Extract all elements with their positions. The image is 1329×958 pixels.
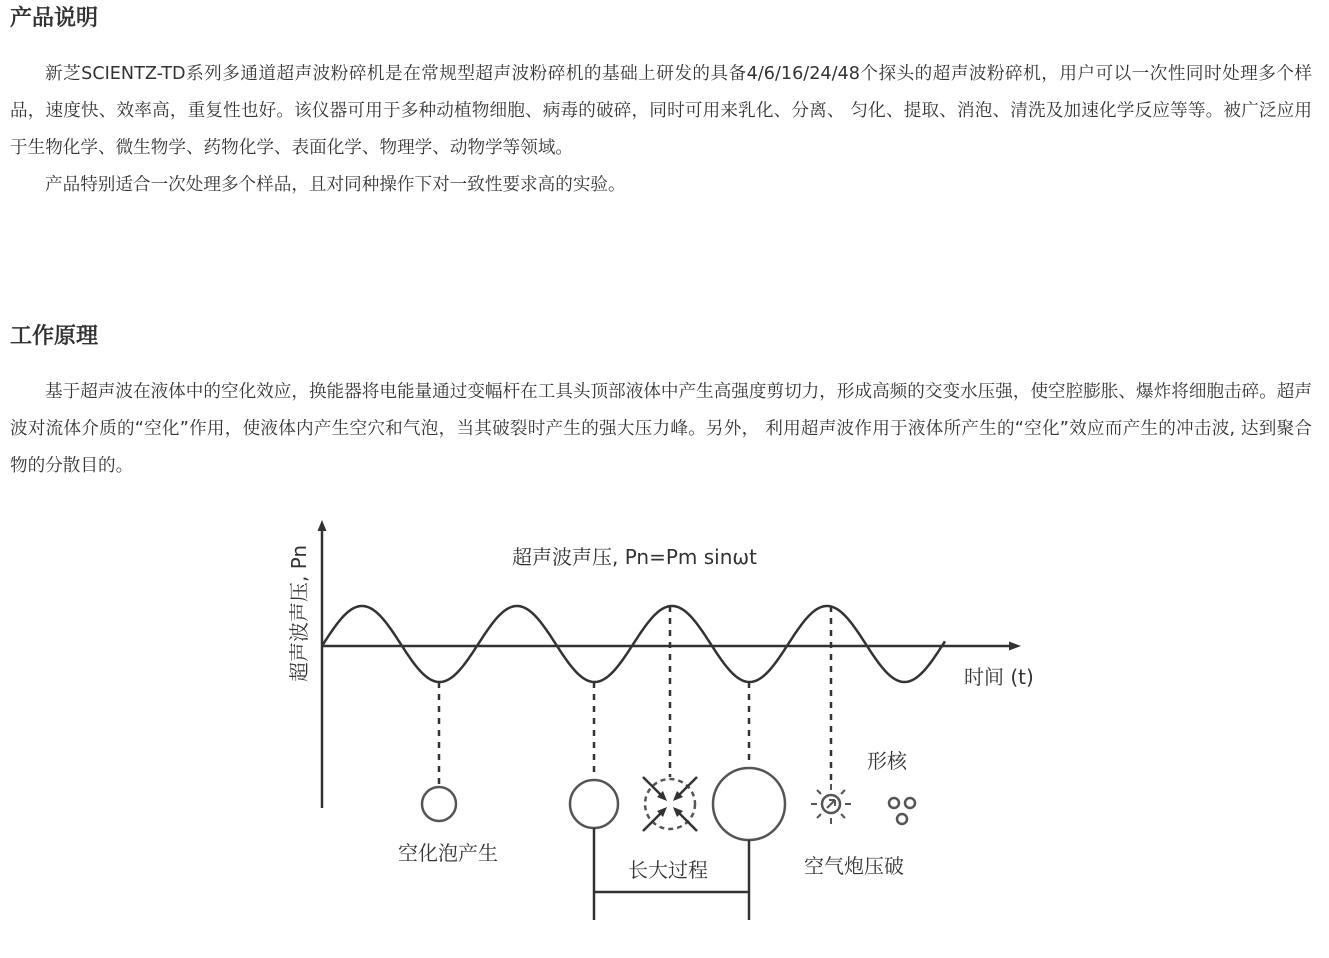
bubble-collapse-label: 空气炮压破	[804, 854, 904, 878]
x-axis-label: 时间 (t)	[964, 665, 1034, 689]
working-principle-paragraph: 基于超声波在液体中的空化效应，换能器将电能量通过变幅杆在工具头顶部液体中产生高强度剪切力，形成高频的交变水压强，使空腔膨胀、爆炸将细胞击碎。超声波对流体介质的“空化”作用，使液体内产生空穴和气泡，当其破裂时产生的强大压力峰。另外， 利用超声波作用于液体所产生的“空化”效应而产生的冲击波, 达到聚合物的分散目的。	[10, 382, 1312, 476]
product-description-paragraph: 新芝SCIENTZ-TD系列多通道超声波粉碎机是在常规型超声波粉碎机的基础上研发的具备4/6/16/24/48个探头的超声波粉碎机，用户可以一次性同时处理多个样品，速度快、效率高，重复性也好。该仪器可用于多种动植物细胞、病毒的破碎，同时可用来乳化、分离、 匀化、提取、消泡、清洗及加速化学反应等等。被广泛应用于生物化学、微生物学、药物化学、表面化学、物理学、动物学等领域。	[10, 64, 1312, 158]
medium-bubble-icon	[570, 780, 618, 828]
section-title-working-principle: 工作原理	[10, 324, 99, 349]
y-axis-label: 超声波声压, Pn	[287, 544, 311, 682]
y-axis-arrow	[318, 520, 327, 531]
x-axis-arrow	[1009, 642, 1021, 651]
large-bubble-icon	[713, 768, 785, 840]
sound-pressure-wave	[322, 606, 945, 682]
growth-process-label: 长大过程	[628, 858, 708, 882]
burst-icon	[811, 784, 851, 824]
nucleation-label: 形核	[867, 749, 907, 773]
bubble-generation-label: 空化泡产生	[398, 841, 498, 865]
formula-label: 超声波声压, Pn=Pm sinωt	[512, 545, 757, 569]
product-suitability-paragraph: 产品特别适合一次处理多个样品，且对同种操作下对一致性要求高的实验。	[45, 175, 626, 195]
nuclei-icon	[889, 798, 915, 824]
section-title-product-description: 产品说明	[10, 6, 99, 31]
small-bubble-icon	[422, 787, 456, 821]
